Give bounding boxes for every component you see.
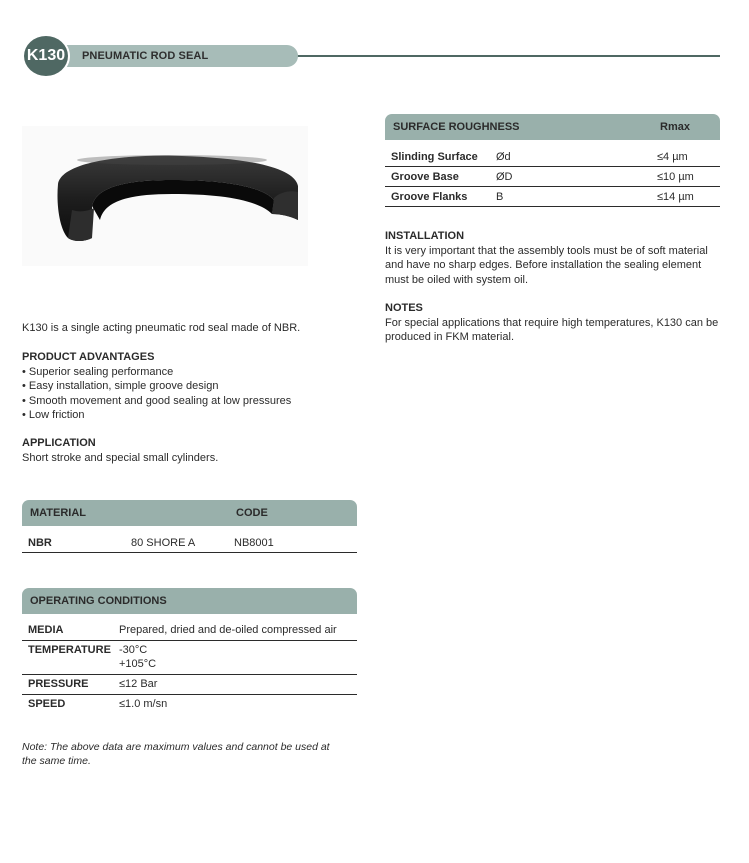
table-row <box>385 169 720 187</box>
operating-conditions-title: OPERATING CONDITIONS <box>30 595 167 607</box>
header-rule <box>290 55 720 57</box>
operating-conditions-header <box>22 588 357 614</box>
material-table-header <box>22 500 357 526</box>
condition-value: Prepared, dried and de-oiled compressed air <box>119 624 337 636</box>
condition-value: +105°C <box>119 658 157 670</box>
roughness-label: Groove Flanks <box>391 191 468 203</box>
page-title: PNEUMATIC ROD SEAL <box>82 50 209 62</box>
product-advantages <box>22 350 342 423</box>
material-header: MATERIAL <box>30 507 87 519</box>
advantage-item: • Smooth movement and good sealing at low pressures <box>22 394 292 407</box>
advantage-item: • Low friction <box>22 409 85 421</box>
footnote: Note: The above data are maximum values and cannot be used at the same time. <box>22 741 330 767</box>
condition-value: ≤12 Bar <box>119 678 158 690</box>
hardness-value: 80 SHORE A <box>131 537 196 549</box>
table-row <box>22 536 357 553</box>
code-value: NB8001 <box>234 537 274 549</box>
table-row <box>22 642 357 675</box>
rod-seal-image <box>22 126 308 266</box>
advantages-heading: PRODUCT ADVANTAGES <box>22 351 155 363</box>
condition-label: MEDIA <box>28 624 64 636</box>
product-code-badge: K130 <box>22 34 70 78</box>
table-row <box>22 623 357 641</box>
roughness-symbol: Ød <box>496 151 511 163</box>
roughness-value: ≤10 µm <box>657 171 694 183</box>
condition-label: SPEED <box>28 698 66 710</box>
application-text: Short stroke and special small cylinders. <box>22 451 219 464</box>
table-row <box>22 697 357 715</box>
advantage-item: • Superior sealing performance <box>22 365 174 378</box>
advantage-item: • Easy installation, simple groove design <box>22 380 219 392</box>
table-row <box>22 677 357 695</box>
roughness-label: Groove Base <box>391 171 459 183</box>
surface-roughness-title: SURFACE ROUGHNESS <box>393 121 520 133</box>
notes-heading: NOTES <box>385 302 423 314</box>
application-section <box>22 436 342 465</box>
condition-label: PRESSURE <box>28 678 89 690</box>
notes-text: For special applications that require high temperatures, K130 can be produced in FKM material. <box>385 316 719 343</box>
roughness-value: ≤4 µm <box>657 151 688 163</box>
table-row <box>385 149 720 167</box>
rmax-header: Rmax <box>660 121 690 133</box>
roughness-label: Slinding Surface <box>391 151 478 163</box>
condition-label: TEMPERATURE <box>28 644 111 656</box>
notes-section <box>385 301 720 345</box>
installation-section <box>385 229 720 287</box>
roughness-symbol: B <box>496 191 504 203</box>
material-value: NBR <box>28 537 52 549</box>
roughness-symbol: ØD <box>496 171 513 183</box>
condition-value: ≤1.0 m/sn <box>119 698 168 710</box>
installation-heading: INSTALLATION <box>385 230 465 242</box>
code-header: CODE <box>236 507 268 519</box>
intro-text: K130 is a single acting pneumatic rod seal made of NBR. <box>22 322 301 334</box>
condition-value: -30°C <box>119 644 148 656</box>
surface-roughness-header <box>385 114 720 140</box>
roughness-value: ≤14 µm <box>657 191 694 203</box>
table-row <box>385 189 720 207</box>
installation-text: It is very important that the assembly tools must be of soft material and have no sharp edges. Before installation the sealing element must be oiled with system oil. <box>385 244 708 286</box>
application-heading: APPLICATION <box>22 437 96 449</box>
